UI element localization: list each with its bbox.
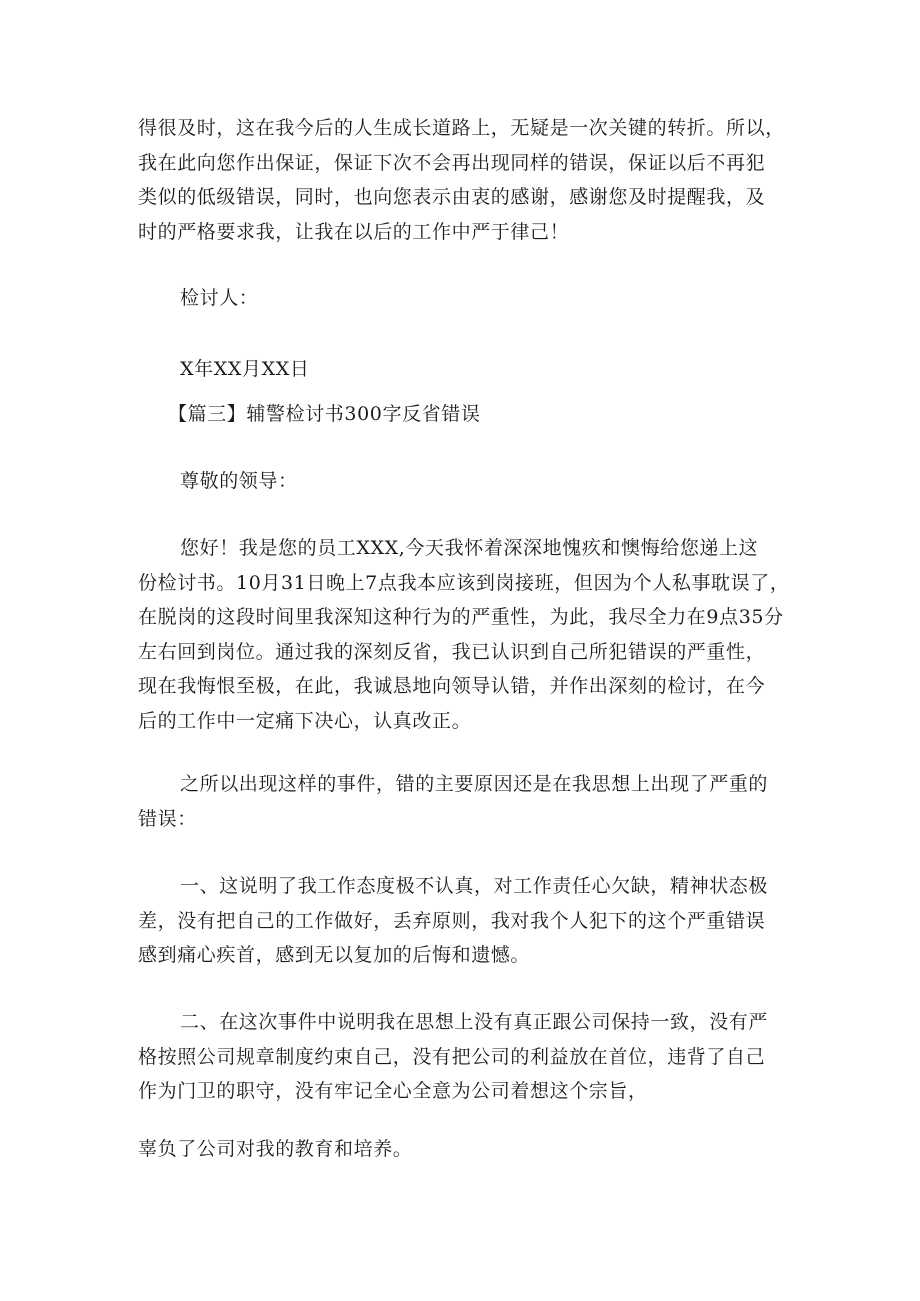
text-line: 现在我悔恨至极，在此，我诚恳地向领导认错，并作出深刻的检讨，在今	[138, 675, 766, 697]
text-line: 作为门卫的职守，没有牢记全心全意为公司着想这个宗旨，	[138, 1080, 648, 1102]
text-line: 份检讨书。10月31日晚上7点我本应该到岗接班，但因为个人私事耽误了，	[138, 571, 790, 594]
body-paragraph-4	[138, 1005, 788, 1109]
signature-label	[138, 281, 830, 316]
text-line: 时的严格要求我，让我在以后的工作中严于律己！	[138, 220, 570, 243]
text-line: 在脱岗的这段时间里我深知这种行为的严重性，为此，我尽全力在9点35分	[138, 606, 784, 628]
body-paragraph-2	[138, 767, 788, 836]
body-paragraph-3	[138, 869, 788, 973]
continuation-paragraph	[138, 111, 788, 249]
text-line: 二、在这次事件中说明我在思想上没有真正跟公司保持一致，没有严	[180, 1011, 769, 1033]
body-paragraph-1	[138, 531, 788, 738]
salutation	[138, 464, 830, 499]
text-line: 【篇三】辅警检讨书300字反省错误	[168, 403, 481, 425]
text-line: 左右回到岗位。通过我的深刻反省，我已认识到自己所犯错误的严重性，	[138, 640, 766, 663]
text-line: 后的工作中一定痛下决心，认真改正。	[138, 709, 472, 732]
text-line: 之所以出现这样的事件，错的主要原因还是在我思想上出现了严重的	[180, 773, 769, 795]
text-line: 错误：	[138, 807, 197, 830]
text-line: 一、这说明了我工作态度极不认真，对工作责任心欠缺，精神状态极	[180, 875, 769, 897]
document-date	[138, 352, 830, 387]
text-line: 检讨人：	[180, 287, 259, 309]
text-line: 辜负了公司对我的教育和培养。	[138, 1138, 413, 1160]
text-line: 尊敬的领导：	[180, 470, 298, 492]
text-line: 感到痛心疾首，感到无以复加的后悔和遗憾。	[138, 944, 531, 966]
text-line: 得很及时，这在我今后的人生成长道路上，无疑是一次关键的转折。所以，	[138, 117, 785, 139]
body-paragraph-5	[138, 1132, 788, 1167]
text-line: 您好！我是您的员工XXX,今天我怀着深深地愧疚和懊悔给您递上这	[180, 537, 759, 559]
section-title	[138, 397, 818, 432]
text-line: 差，没有把自己的工作做好，丢弃原则，我对我个人犯下的这个严重错误	[138, 909, 766, 932]
text-line: 类似的低级错误，同时，也向您表示由衷的感谢，感谢您及时提醒我，及	[138, 186, 766, 208]
text-line: 格按照公司规章制度约束自己，没有把公司的利益放在首位，违背了自己	[138, 1045, 766, 1068]
text-line: 我在此向您作出保证，保证下次不会再出现同样的错误，保证以后不再犯	[138, 151, 766, 174]
text-line: X年XX月XX日	[180, 358, 310, 380]
